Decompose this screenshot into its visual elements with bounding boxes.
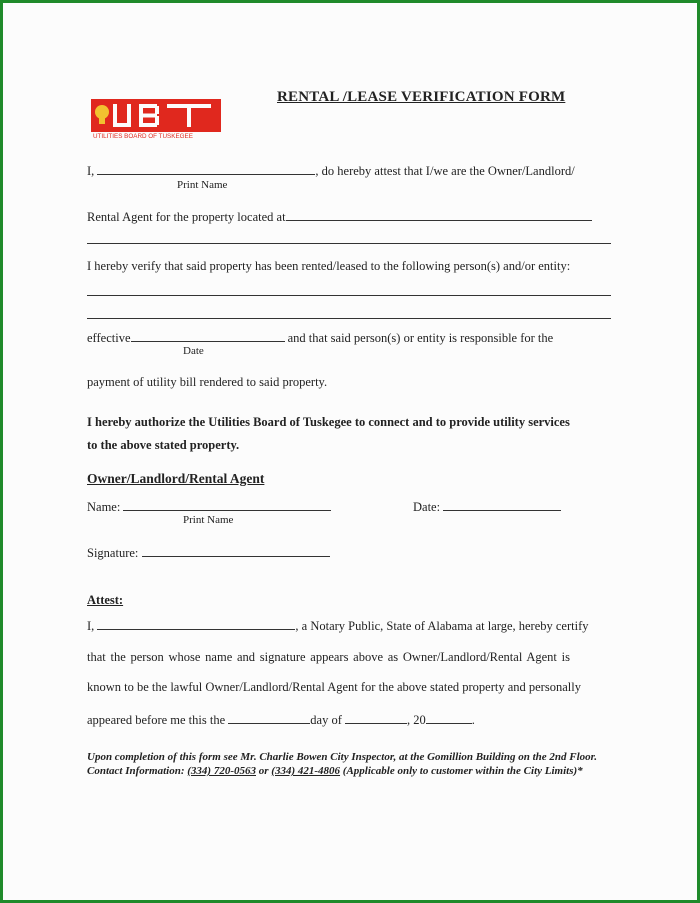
owner-line-1: I, , do hereby attest that I/we are the Owner/Landlord/ (87, 164, 575, 178)
owner-line-2: Rental Agent for the property located at (87, 208, 592, 225)
attest-line-2: that the person whose name and signature appears above as Owner/Landlord/Rental Agent is (87, 650, 570, 664)
notary-day-blank[interactable] (228, 711, 310, 724)
owner-name-blank[interactable] (123, 498, 331, 511)
notary-month-blank[interactable] (345, 711, 407, 724)
verify-text: I hereby verify that said property has been rented/leased to the following person(s) and/or entity: (87, 259, 571, 273)
utilities-board-logo (91, 98, 221, 140)
property-address-blank[interactable] (286, 208, 592, 221)
document-page (3, 3, 697, 900)
owner-date-blank[interactable] (443, 498, 561, 511)
footer-line-1: Upon completion of this form see Mr. Charlie Bowen City Inspector, at the Gomillion Building on the 2nd Floor. (87, 751, 598, 763)
address-line-2[interactable] (87, 243, 611, 244)
form-title: RENTAL /LEASE VERIFICATION FORM (277, 89, 566, 105)
authorization-line-2: to the above stated property. (87, 438, 240, 452)
logo-caption: UTILITIES BOARD OF TUSKEGEE (93, 133, 193, 140)
print-name-blank[interactable] (97, 162, 315, 175)
phone-1: (334) 720-0563 (187, 765, 256, 777)
phone-2: (334) 421-4806 (271, 765, 341, 777)
notary-name-blank[interactable] (97, 617, 295, 630)
attest-heading: Attest: (87, 593, 124, 607)
tenant-line-2[interactable] (87, 318, 611, 319)
attest-line-4: appeared before me this the day of , 20 . (87, 713, 475, 727)
print-name-caption: Print Name (177, 179, 228, 191)
date-caption: Date (183, 345, 204, 357)
owner-print-name-caption: Print Name (183, 514, 234, 526)
authorization-line-1: I hereby authorize the Utilities Board of Tuskegee to connect and to provide utility services (87, 415, 570, 429)
tenant-line-1[interactable] (87, 295, 611, 296)
name-row: Name: (87, 498, 331, 515)
effective-line: effective and that said person(s) or entity is responsible for the (87, 331, 554, 345)
owner-heading: Owner/Landlord/Rental Agent (87, 471, 265, 486)
date-row: Date: (413, 498, 561, 515)
attest-line-1: I, , a Notary Public, State of Alabama at large, hereby certify (87, 619, 589, 633)
attest-line-3: known to be the lawful Owner/Landlord/Rental Agent for the above stated property and personally (87, 680, 581, 694)
page-frame (3, 3, 697, 900)
signature-row: Signature: (87, 544, 330, 561)
effective-date-blank[interactable] (131, 329, 285, 342)
footer-line-2: Contact Information: (334) 720-0563 or (334) 421-4806 (Applicable only to customer within the City Limits)* (87, 765, 583, 777)
payment-text: payment of utility bill rendered to said property. (87, 375, 328, 389)
notary-year-blank[interactable] (426, 711, 472, 724)
owner-signature-blank[interactable] (142, 544, 330, 557)
